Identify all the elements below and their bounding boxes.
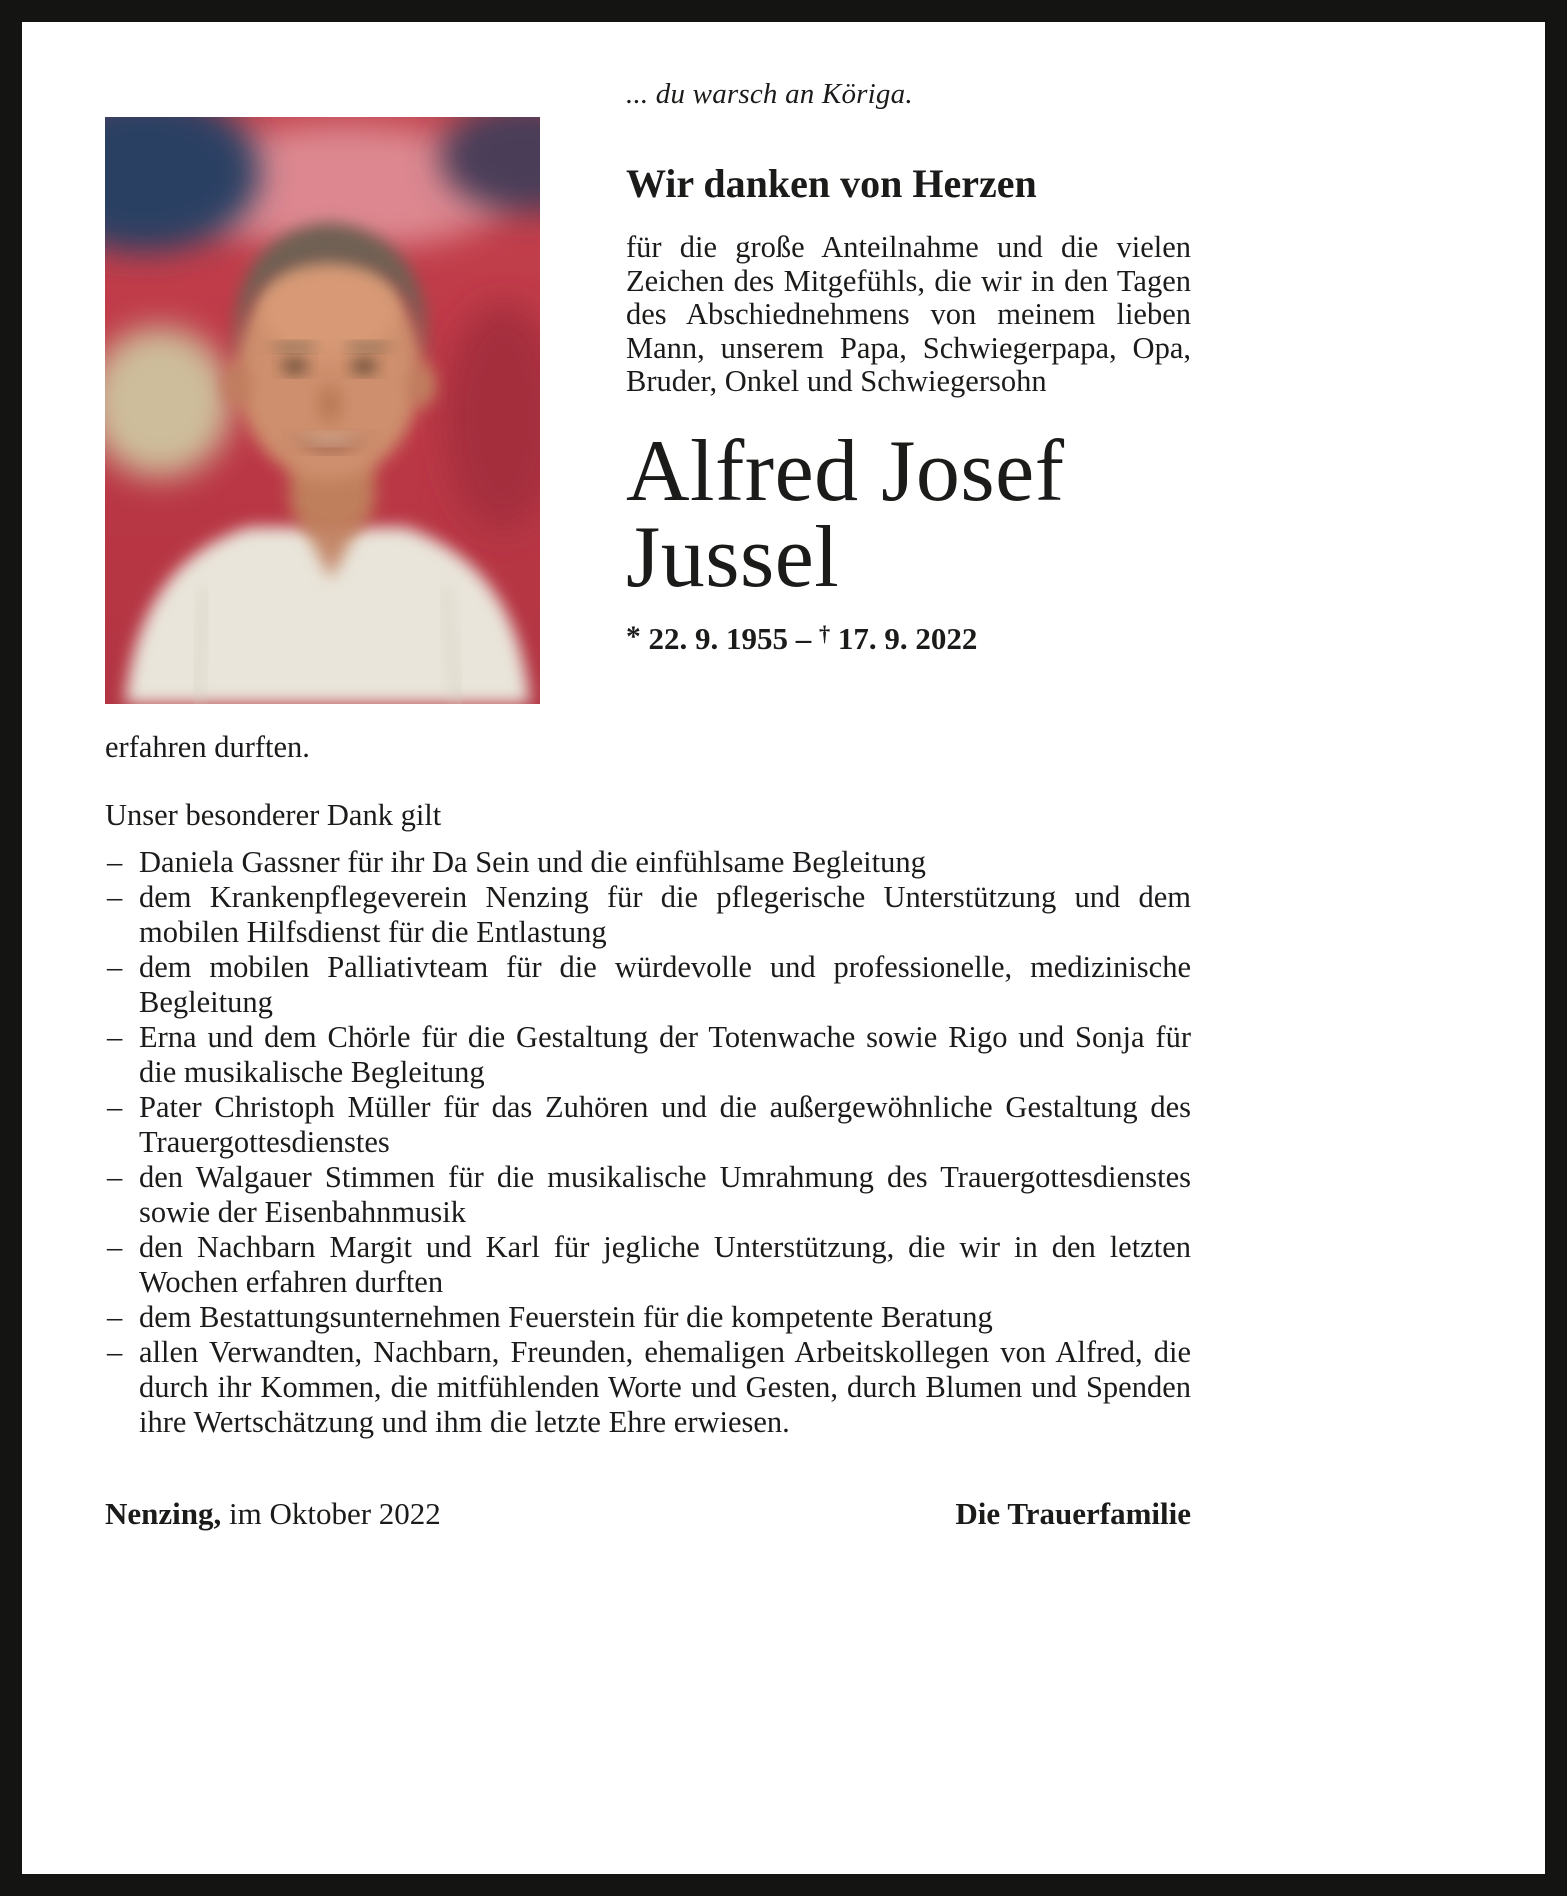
birth-symbol: * <box>626 621 641 654</box>
top-section <box>105 77 1191 704</box>
signature: Die Trauerfamilie <box>955 1496 1191 1531</box>
thanks-item-text: allen Verwandten, Nachbarn, Freunden, ehemaligen Arbeitskollegen von Alfred, die durch ihr Kommen, die mitfühlenden Worte und Gesten, durch Blumen und Spenden ihre Wertschätzung und ihm die letzte Ehre erwiesen. <box>139 1335 1191 1439</box>
dash-bullet: – <box>107 1090 123 1124</box>
dash-bullet: – <box>107 1300 123 1334</box>
thanks-item-text: den Nachbarn Margit und Karl für jegliche Unterstützung, die wir in den letzten Wochen erfahren durften <box>139 1230 1191 1299</box>
dash-bullet: – <box>107 1020 123 1054</box>
thanks-item <box>105 845 1191 880</box>
thanks-list-intro: Unser besonderer Dank gilt <box>105 798 442 832</box>
deceased-name: Alfred Josef Jussel <box>626 422 1065 606</box>
thanks-item <box>105 880 1191 950</box>
death-symbol: † <box>818 621 831 647</box>
thanks-item-text: den Walgauer Stimmen für die musikalische Umrahmung des Trauergottesdienstes sowie der Eisenbahnmusik <box>139 1160 1191 1229</box>
dash-bullet: – <box>107 845 123 879</box>
dash-bullet: – <box>107 1335 123 1369</box>
thanks-item-text: Erna und dem Chörle für die Gestaltung der Totenwache sowie Rigo und Sonja für die musikalische Begleitung <box>139 1020 1191 1089</box>
thanks-item <box>105 1300 1191 1335</box>
sentence-continuation: erfahren durften. <box>105 730 310 764</box>
notice-content <box>105 22 1191 1532</box>
thanks-item <box>105 1335 1191 1440</box>
thanks-heading: Wir danken von Herzen <box>626 161 1037 206</box>
thanks-item-text: Pater Christoph Müller für das Zuhören und die außergewöhnliche Gestaltung des Trauergottesdienstes <box>139 1090 1191 1159</box>
place-and-date <box>105 1496 441 1532</box>
dash-bullet: – <box>107 880 123 914</box>
dash-bullet: – <box>107 1230 123 1264</box>
thanks-item-text: dem mobilen Palliativteam für die würdevolle und professionelle, medizinische Begleitung <box>139 950 1191 1019</box>
thanks-item <box>105 1090 1191 1160</box>
death-date: 17. 9. 2022 <box>837 620 978 656</box>
thanks-item <box>105 1230 1191 1300</box>
thanks-item <box>105 1160 1191 1230</box>
intro-paragraph: für die große Anteilnahme und die vielen Zeichen des Mitgefühls, die wir in den Tagen des Abschiednehmens von meinem lieben Mann, unserem Papa, Schwiegerpapa, Opa, Bruder, Onkel und Schwiegersohn <box>626 230 1191 398</box>
life-dates <box>626 621 1191 660</box>
thanks-list <box>105 845 1191 1440</box>
dash-bullet: – <box>107 950 123 984</box>
thanks-item <box>105 950 1191 1020</box>
dates-separator: – <box>795 620 812 656</box>
portrait-photo-illustration <box>105 117 540 704</box>
deceased-portrait-photo <box>105 117 540 704</box>
notice-footer <box>105 1496 1191 1532</box>
epigraph-quote: ... du warsch an Köriga. <box>626 78 913 110</box>
date-text: im Oktober 2022 <box>229 1496 441 1531</box>
thanks-item <box>105 1020 1191 1090</box>
place-name: Nenzing, <box>105 1496 222 1531</box>
dash-bullet: – <box>107 1160 123 1194</box>
right-column <box>626 77 1191 660</box>
thanks-item-text: Daniela Gassner für ihr Da Sein und die einfühlsame Begleitung <box>139 845 926 879</box>
birth-date: 22. 9. 1955 <box>648 620 788 656</box>
thanks-item-text: dem Krankenpflegeverein Nenzing für die pflegerische Unterstützung und dem mobilen Hilfsdienst für die Entlastung <box>139 880 1191 949</box>
thanks-item-text: dem Bestattungsunternehmen Feuerstein für die kompetente Beratung <box>139 1300 993 1334</box>
